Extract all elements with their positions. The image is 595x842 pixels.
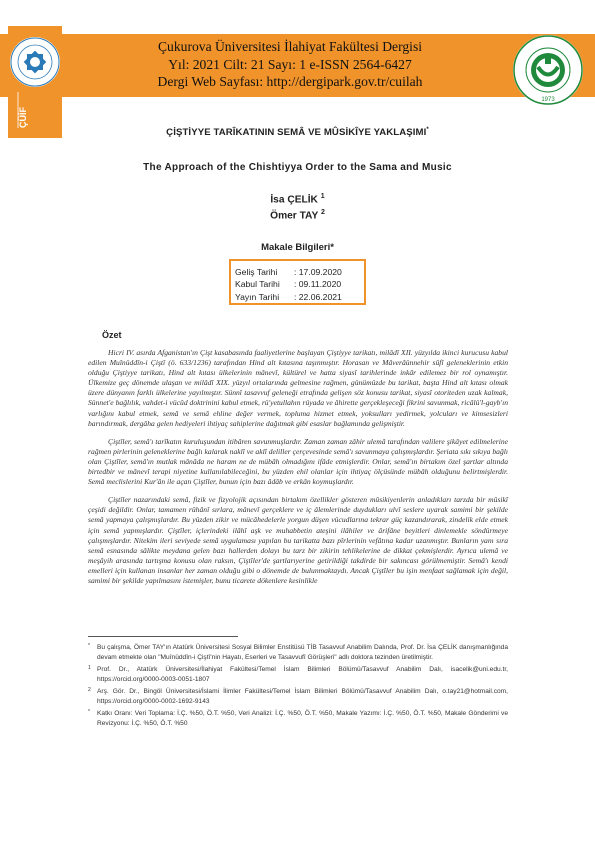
date-row-accepted xyxy=(235,278,364,290)
journal-header xyxy=(0,0,595,128)
date-value: : 17.09.2020 xyxy=(294,267,342,277)
footnote-text: Arş. Gör. Dr., Bingöl Üniversitesi/İslami İlimler Fakültesi/Temel İslam Bilimleri Bölümü/Tasavvuf Anabilim Dalı, o.tay21@hotmail.com, https://orcid.org/0000-0002-1692-9143 xyxy=(97,688,508,705)
footnote-mark: 2 xyxy=(88,687,91,693)
date-label: Yayın Tarihi xyxy=(235,291,280,302)
faculty-logo-text: ÇÜİF xyxy=(18,107,28,128)
article-info-heading: Makale Bilgileri* xyxy=(261,242,334,253)
date-row-published xyxy=(235,291,364,303)
article-dates-box xyxy=(229,259,366,305)
journal-name: Çukurova Üniversitesi İlahiyat Fakültesi Dergisi xyxy=(157,39,423,54)
footnote-item xyxy=(88,643,508,662)
university-seal-icon xyxy=(512,34,584,106)
article-title-turkish: ÇİŞTİYYE TARÎKATININ SEMÂ VE MÛSİKÎYE YAKLAŞIMI* xyxy=(166,127,429,139)
date-row-received xyxy=(235,266,364,278)
author-2-name: Ömer TAY xyxy=(270,210,319,222)
date-label: Geliş Tarihi xyxy=(235,267,278,277)
abstract-paragraph: Çiştîler nazarındaki semâ, fizik ve fizyolojik açısından birtakım özellikler gösteren mûsikiyenlerin anladıkları tarzda bir mûsikî çeşidi değildir. Onlar, tamamen rûhânî sırlara, mânevî gerçeklere ve iç âlemlerinde duydukları ulvî seslere uyarak samimi bir şekilde semâ yapmaya çalışmışlardır. Bu yüzden zikir ve mücâhedelerle yorgun düşen vücudlarına tekrar güç kazandırarak, zindelik elde etmek için semâ yapmışlardır. Çiştîler, içlerindeki ilâhî aşk ve muhabbetin ateşini ilâhiler ve ârifâne beyitleri dinlemekle söndürmeye çalışmışlardır. Nitekim ileri seviyede semâ uygulaması yapılan bu tarikatta bazı pîrlerinin vefâtına kadar uzanmıştır. Bunların yanı sıra semâ esnasında sâlikte meydana gelen bazı hallerden dolayı bu tarz bir zikirin tehlikelerine de dikkat çekmişlerdir. Ayrıca ulemâ ve meşâyih arasında tartışma konusu olan raksın, Çiştîler'de şartlarıyerine getirildiği takdirde bir sakıncası görülmemiştir. Semâ'ı kendi emelleri için kullanan insanlar her zaman olduğu gibi o dönemde de bulunmaktaydı. Ancak Çiştîler bu işin menfaat sağlamak için değil, samimi bir şekilde yapılmasını istemişler, bunu ticarete dökenlere kesinlikle xyxy=(88,495,508,585)
journal-website[interactable]: Dergi Web Sayfası: http://dergipark.gov.tr/cuilah xyxy=(157,74,423,89)
abstract-heading: Özet xyxy=(102,330,122,340)
footnote-mark: * xyxy=(88,709,90,715)
footnotes xyxy=(88,643,508,731)
journal-issue: Yıl: 2021 Cilt: 21 Sayı: 1 e-ISSN 2564-6427 xyxy=(168,56,412,72)
faculty-logo-icon xyxy=(8,26,62,138)
footnote-mark: 1 xyxy=(88,665,91,671)
date-value: : 09.11.2020 xyxy=(294,279,342,290)
journal-info xyxy=(70,38,510,91)
footnote-divider xyxy=(88,636,238,637)
footnote-text: Katkı Oranı: Veri Toplama: İ.Ç. %50, Ö.T. %50, Veri Analizi: İ.Ç. %50, Ö.T. %50, Makale Yazımı: İ.Ç. %50, Ö.T. %50, Makale Gönderimi ve Revizyonu: İ.Ç. %50, Ö.T. %50 xyxy=(97,710,508,727)
date-value: : 22.06.2021 xyxy=(294,291,342,302)
footnote-text: Bu çalışma, Ömer TAY'ın Atatürk Üniversitesi Sosyal Bilimler Enstitüsü TİB Tasavvuf Anabilim Dalında, Prof. Dr. İsa ÇELİK danışmanlığında devam etmekte olan "Muînüddîn-i Çiştî'nin Hayatı, Eserleri ve Tasavvufî Görüşleri" adlı doktora tezinden üretilmiştir. xyxy=(97,644,508,661)
footnote-item xyxy=(88,665,508,684)
author-1 xyxy=(0,193,595,205)
author-1-name: İsa ÇELİK xyxy=(270,194,318,206)
abstract-body xyxy=(88,348,508,594)
author-1-mark: 1 xyxy=(320,193,325,200)
author-2 xyxy=(0,209,595,221)
footnote-mark: * xyxy=(88,643,90,649)
abstract-paragraph: Hicri IV. asırda Afganistan'ın Çişt kasabasında faaliyetlerine başlayan Çiştiyye tarikatı, milâdî XII. yüzyılda ikinci kurucusu kabul edilen Muînüddîn-i Çiştî (ö. 633/1236) tarafından Hind alt kıtasına taşınmıştır. Horasan ve Mâverâünnehir sûfî geleneklerinin etkin olduğu Çiştiyye tarikatı, Hind alt kıtası ülkelerinin mânevî, kültürel ve hatta siyasî tarihlerinde inkâr edilemez bir rol oynamıştır. Ülkemize geç dönemde ulaşan ve milâdî XIX. yüzyıl ortalarında gelmesine rağmen, günümüzde bu tarikat, başta Hind alt kıtası olmak üzere dünyanın farklı ülkelerine yayılmıştır. Sünnî tasavvuf geleneği etrafında gelişen söz konusu tarikat, siyasî otoriteden uzak kalmak, Sünnet'e bağlılık, vahdet-i vücûd doktrinini kabul etmek, rü'yetullahın rüyada ve âhirette gerçekleşeceği fikrini savunmak, ricâlü'l-gayb'ın varlığını kabul etmek, semâ ve semâ ehline değer vermek, topluma hizmet etmek, yoksulları yedirmek, yolcuları ve kimsesizleri barındırmak, dergâha gelen hediyeleri ihtiyaç sahiplerine dağıtmak gibi esaslar bağlamında gelişmiştir. xyxy=(88,348,508,428)
author-2-mark: 2 xyxy=(320,209,325,216)
article-title-english: The Approach of the Chishtiyya Order to the Sama and Music xyxy=(143,162,452,173)
footnote-item xyxy=(88,687,508,706)
abstract-paragraph: Çiştîler, semâ'ı tarîkatın kuruluşundan itibâren savunmuşlardır. Zaman zaman zâhir ulemâ tarafından valilere şikâyet edilmelerine rağmen pirlerinin geleneklerine bağlı kalarak naklî ve aklî deliller çerçevesinde semâ'ı savunmaya çalışmışlardır. Şeriata sıkı sıkıya bağlı olan Çiştîler, semâ'ın mutlak mânâda ne haram ne de mübâh olmadığını ifâde etmişlerdir. Onlar, semâ'ın birtakım özel şartlar altında birtedbir ve mânevî terapi niyetine kullanılabileceğini, bu yüzden ehil olanlar için ihtiyaç ölçüsünde mübâh olduğunu belirtmişlerdir. Semâ meclislerini Kur'ân ile açan Çiştîler, bunun için bazı âdâb ve erkân koymuşlardır. xyxy=(88,436,508,487)
footnote-item xyxy=(88,709,508,728)
footnote-text: Prof. Dr., Atatürk Üniversitesi/İlahiyat Fakültesi/Temel İslam Bilimleri Bölümü/Tasavvuf Anabilim Dalı, isacelik@uni.edu.tr, https://orcid.org/0000-0003-0051-1807 xyxy=(97,666,508,683)
title-footnote-mark: * xyxy=(426,127,429,133)
seal-year: 1973 xyxy=(541,97,555,103)
date-label: Kabul Tarihi xyxy=(235,279,280,290)
